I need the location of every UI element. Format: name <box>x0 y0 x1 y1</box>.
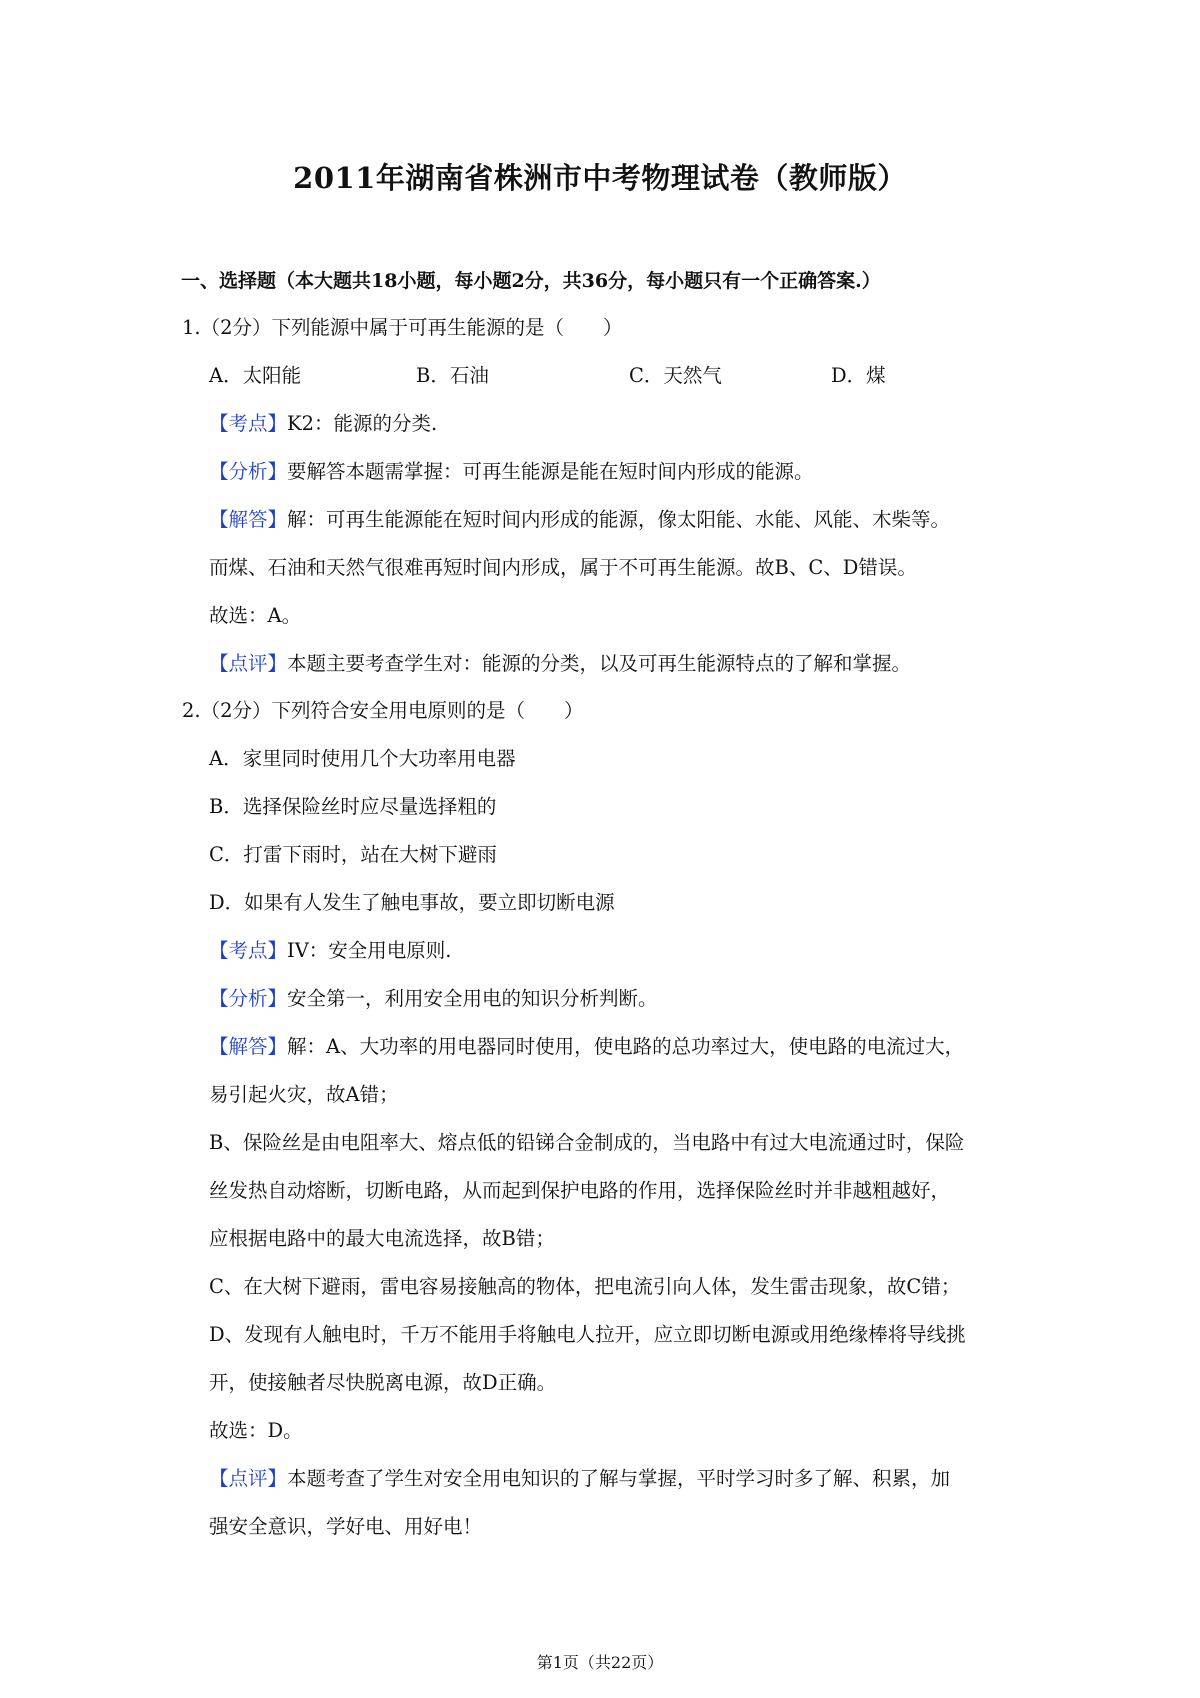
section-heading: 一、选择题（本大题共18小题，每小题2分，共36分，每小题只有一个正确答案.） <box>181 270 881 292</box>
option-c: C．天然气 <box>629 364 722 387</box>
fenxi-tag: 【分析】 <box>209 460 288 483</box>
q1-dianping <box>209 650 911 678</box>
kaodian-tag: 【考点】 <box>209 939 288 962</box>
dianping-text: 本题考查了学生对安全用电知识的了解与掌握，平时学习时多了解、积累，加 <box>287 1467 951 1490</box>
q2-jieda <box>209 1033 964 1061</box>
dianping-tag: 【点评】 <box>209 652 288 675</box>
q2-dianping-line-2: 强安全意识，学好电、用好电！ <box>209 1515 483 1538</box>
option-d: D．如果有人发生了触电事故，要立即切断电源 <box>209 891 615 914</box>
dianping-text: 本题主要考查学生对：能源的分类，以及可再生能源特点的了解和掌握。 <box>287 652 912 675</box>
q2-jieda-line-7: D、发现有人触电时，千万不能用手将触电人拉开，应立即切断电源或用绝缘棒将导线挑 <box>209 1323 966 1346</box>
jieda-text: 解：A、大功率的用电器同时使用，使电路的总功率过大，使电路的电流过大， <box>287 1035 965 1058</box>
q1-jieda-line-2: 而煤、石油和天然气很难再短时间内形成，属于不可再生能源。故B、C、D错误。 <box>209 556 917 579</box>
q1-fenxi <box>209 458 814 486</box>
fenxi-tag: 【分析】 <box>209 987 288 1010</box>
jieda-tag: 【解答】 <box>209 508 288 531</box>
q1-answer: 故选：A。 <box>209 604 302 627</box>
option-d: D．煤 <box>831 364 886 387</box>
fenxi-text: 安全第一，利用安全用电的知识分析判断。 <box>287 987 658 1010</box>
option-a: A．家里同时使用几个大功率用电器 <box>209 747 516 770</box>
dianping-tag: 【点评】 <box>209 1467 288 1490</box>
page-title: 2011年湖南省株洲市中考物理试卷（教师版） <box>293 161 907 195</box>
question-2-stem: 2.（2分）下列符合安全用电原则的是（ ） <box>182 699 584 722</box>
q2-jieda-line-4: 丝发热自动熔断，切断电路，从而起到保护电路的作用，选择保险丝时并非越粗越好， <box>209 1179 951 1202</box>
fenxi-text: 要解答本题需掌握：可再生能源是能在短时间内形成的能源。 <box>287 460 814 483</box>
question-1-stem: 1.（2分）下列能源中属于可再生能源的是（ ） <box>182 316 623 339</box>
q2-jieda-line-3: B、保险丝是由电阻率大、熔点低的铅锑合金制成的，当电路中有过大电流通过时，保险 <box>209 1131 965 1154</box>
q2-dianping <box>209 1465 950 1493</box>
q1-kaodian <box>209 410 437 438</box>
q1-jieda <box>209 506 950 534</box>
jieda-tag: 【解答】 <box>209 1035 288 1058</box>
q2-jieda-line-5: 应根据电路中的最大电流选择，故B错； <box>209 1227 555 1250</box>
q2-fenxi <box>209 985 658 1013</box>
option-b: B．石油 <box>416 364 489 387</box>
option-b: B．选择保险丝时应尽量选择粗的 <box>209 795 497 818</box>
q2-jieda-line-2: 易引起火灾，故A错； <box>209 1083 399 1106</box>
q2-kaodian <box>209 937 452 965</box>
jieda-text: 解：可再生能源能在短时间内形成的能源，像太阳能、水能、风能、木柴等。 <box>287 508 951 531</box>
q2-answer: 故选：D。 <box>209 1419 303 1442</box>
q2-jieda-line-6: C、在大树下避雨，雷电容易接触高的物体，把电流引向人体，发生雷击现象，故C错； <box>209 1275 961 1298</box>
kaodian-text: K2：能源的分类. <box>287 412 438 435</box>
option-a: A．太阳能 <box>209 364 302 387</box>
q2-jieda-line-8: 开，使接触者尽快脱离电源，故D正确。 <box>209 1371 557 1394</box>
kaodian-text: IV：安全用电原则. <box>287 939 452 962</box>
kaodian-tag: 【考点】 <box>209 412 288 435</box>
option-c: C．打雷下雨时，站在大树下避雨 <box>209 843 497 866</box>
page-footer: 第1页（共22页） <box>536 1653 664 1672</box>
